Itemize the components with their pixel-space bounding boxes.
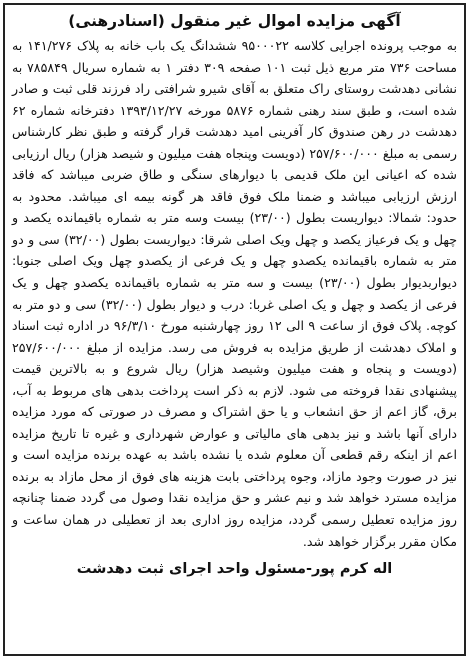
notice-title: آگهی مزایده اموال غیر منقول (اسنادرهنی) <box>68 12 401 30</box>
notice-body: به موجب پرونده اجرایی کلاسه ۹۵۰۰۰۲۲ ششدانگ یک باب خانه به پلاک ۱۴۱/۲۷۶ به مساحت ۷۳۶ متر مربع ذیل ثبت ۱۰۱ صفحه ۳۰۹ دفتر ۱ به شماره سریال ۷۸۵۸۴۹ به نشانی دهدشت روستای راک متعلق به آقای شیرو شرافتی راد فرزند قلی ثبت و صادر شده است، و طبق سند رهنی شماره ۵۸۷۶ مورخه ۱۳۹۳/۱۲/۲۷ دفترخانه شماره ۶۲ دهدشت در رهن صندوق کار آفرینی امید دهدشت قرار گرفته و طبق نظر کارشناس رسمی به مبلغ ۲۵۷/۶۰۰/۰۰۰ (دویست وپنجاه هفت میلیون و شیصد هزار) ریال ارزیابی شده که اعیانی این ملک قدیمی با دیوارهای سنگی و طاق ضربی میباشد که فاقد ارزش ارزیابی میباشد و ضمنا ملک فوق فاقد هر گونه بیمه ای میباشد. محدود به حدود: شمالا: دیواریست بطول (۲۳/۰۰) بیست وسه متر به شماره باقیمانده یکصد و چهل و یک فرعیاز یکصد و چهل ویک اصلی شرقا: دیواریست بطول (۳۲/۰۰) سی و دو متر به شماره باقیمانده یکصدو چهل و یک فرعی از یکصدو چهل ویک اصلی جنوبا: دیواربدیوار بطول (۲۳/۰۰) بیست و سه متر به شماره باقیمانده یکصدو چهل و یک فرعی از یکصد و چهل و یک اصلی غربا: درب و دیوار بطول (۳۲/۰۰) سی و دو متر به کوچه. پلاک فوق از ساعت ۹ الی ۱۲ روز چهارشنبه مورخ ۹۶/۳/۱۰ در اداره ثبت اسناد و املاک دهدشت از طریق مزایده به فروش می رسد. مزایده از مبلغ ۲۵۷/۶۰۰/۰۰۰ (دویست و پنجاه و هفت میلیون وشیصد هزار) ریال شروع و به بالاترین قیمت پیشنهادی نقدا فروخته می شود. لازم به ذکر است پرداخت بدهی های مربوط به آب، برق، گاز اعم از حق انشعاب و یا حق اشتراک و مصرف در صورتی که مورد مزایده دارای آنها باشد و نیز بدهی های مالیاتی و عوارض شهرداری و غیره تا تاریخ مزایده اعم از اینکه رقم قطعی آن معلوم شده یا نشده باشد به عهده برنده مزایده است و نیز در صورت وجود مازاد، وجوه پرداختی بابت هزینه های فوق از محل مازاد به برنده مزایده مسترد خواهد شد و نیم عشر و حق مزایده نقدا وصول می گردد ضمنا چنانچه روز مزایده تعطیل رسمی گردد، مزایده روز اداری بعد از تعطیلی در همان ساعت و مکان مقرر برگزار خواهد شد. <box>12 38 457 549</box>
notice-signature: اله کرم پور-مسئول واحد اجرای ثبت دهدشت <box>76 561 393 578</box>
auction-notice <box>3 3 466 656</box>
